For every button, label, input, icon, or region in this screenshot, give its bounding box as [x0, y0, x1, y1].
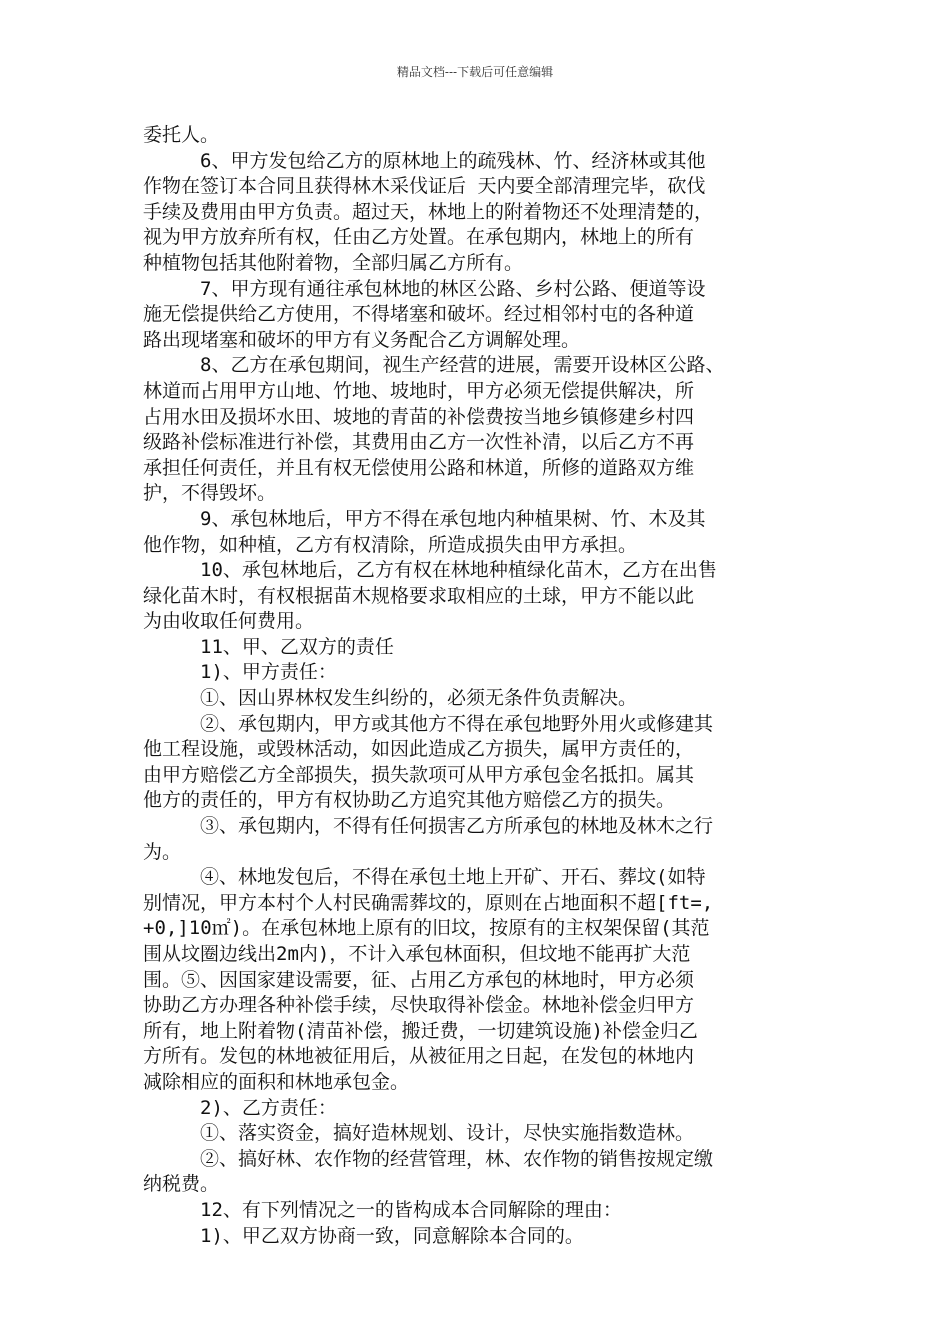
text-line: 绿化苗木时，有权根据苗木规格要求取相应的土球，甲方不能以此 [143, 584, 695, 607]
text-line: 8、乙方在承包期间，视生产经营的进展，需要开设林区公路、 [200, 354, 725, 377]
text-line: +0,]10㎡)。在承包林地上原有的旧坟，按原有的主权架保留(其范 [143, 917, 710, 940]
text-line: 别情况，甲方本村个人村民确需葬坟的，原则在占地面积不超[ft=, [143, 891, 714, 914]
text-line: 10、承包林地后，乙方有权在林地种植绿化苗木，乙方在出售 [200, 559, 717, 582]
text-line: 路出现堵塞和破坏的甲方有义务配合乙方调解处理。 [143, 328, 581, 351]
text-line: ②、承包期内，甲方或其他方不得在承包地野外用火或修建其 [200, 712, 714, 735]
text-line: 护，不得毁坏。 [143, 482, 277, 505]
text-line: ②、搞好林、农作物的经营管理，林、农作物的销售按规定缴 [200, 1147, 714, 1170]
text-line: ①、落实资金，搞好造林规划、设计，尽快实施指数造林。 [200, 1122, 695, 1145]
text-line: 他工程设施，或毁林活动，如因此造成乙方损失，属甲方责任的， [143, 738, 695, 761]
page-header: 精品文档---下载后可任意编辑 [396, 65, 554, 79]
text-line: 11、甲、乙双方的责任 [200, 635, 394, 658]
text-line: 为由收取任何费用。 [143, 610, 315, 633]
text-line: 种植物包括其他附着物，全部归属乙方所有。 [143, 251, 524, 274]
text-line: ③、承包期内，不得有任何损害乙方所承包的林地及林木之行 [200, 815, 714, 838]
text-line: 施无偿提供给乙方使用，不得堵塞和破坏。经过相邻村屯的各种道 [143, 303, 695, 326]
text-line: 减除相应的面积和林地承包金。 [143, 1070, 410, 1093]
text-line: 委托人。 [143, 124, 220, 146]
text-line: 占用水田及损坏水田、坡地的青苗的补偿费按当地乡镇修建乡村四 [143, 405, 695, 428]
text-line: 1)、甲方责任： [200, 661, 337, 684]
text-line: 视为甲方放弃所有权，任由乙方处置。在承包期内，林地上的所有 [143, 226, 695, 249]
text-line: ④、林地发包后，不得在承包土地上开矿、开石、葬坟(如特 [200, 866, 706, 889]
text-line: 7、甲方现有通往承包林地的林区公路、乡村公路、便道等设 [200, 277, 706, 300]
text-line: 作物在签订本合同且获得林木采伐证后 天内要全部清理完毕，砍伐 [143, 175, 706, 198]
text-line: ①、因山界林权发生纠纷的，必须无条件负责解决。 [200, 687, 638, 710]
text-line: 协助乙方办理各种补偿手续，尽快取得补偿金。林地补偿金归甲方 [143, 994, 695, 1017]
text-line: 由甲方赔偿乙方全部损失，损失款项可从甲方承包金名抵扣。属其 [143, 763, 695, 786]
text-line: 他作物，如种植，乙方有权清除，所造成损失由甲方承担。 [143, 533, 638, 556]
text-line: 1)、甲乙双方协商一致，同意解除本合同的。 [200, 1224, 584, 1247]
text-line: 6、甲方发包给乙方的原林地上的疏残林、竹、经济林或其他 [200, 149, 706, 172]
text-line: 林道而占用甲方山地、竹地、坡地时，甲方必须无偿提供解决，所 [143, 379, 695, 402]
text-line: 承担任何责任，并且有权无偿使用公路和林道，所修的道路双方维 [143, 456, 695, 479]
document-body [143, 123, 815, 1249]
text-line: 级路补偿标准进行补偿，其费用由乙方一次性补清，以后乙方不再 [143, 431, 695, 454]
text-line: 围从坟圈边线出2m内)，不计入承包林面积，但坟地不能再扩大范 [143, 943, 691, 965]
text-line: 9、承包林地后，甲方不得在承包地内种植果树、竹、木及其 [200, 507, 706, 530]
text-line: 为。 [143, 840, 182, 863]
text-line: 12、有下列情况之一的皆构成本合同解除的理由： [200, 1198, 622, 1221]
text-line: 2)、乙方责任： [200, 1096, 337, 1119]
text-line: 纳税费。 [143, 1173, 220, 1196]
text-line: 所有，地上附着物(清苗补偿，搬迁费，一切建筑设施)补偿金归乙 [143, 1019, 698, 1042]
text-line: 他方的责任的，甲方有权协助乙方追究其他方赔偿乙方的损失。 [143, 789, 676, 812]
text-line: 方所有。发包的林地被征用后，从被征用之日起，在发包的林地内 [143, 1045, 695, 1068]
text-line: 手续及费用由甲方负责。超过天，林地上的附着物还不处理清楚的， [143, 200, 714, 223]
text-line: 围。⑤、因国家建设需要，征、占用乙方承包的林地时，甲方必须 [143, 968, 695, 991]
